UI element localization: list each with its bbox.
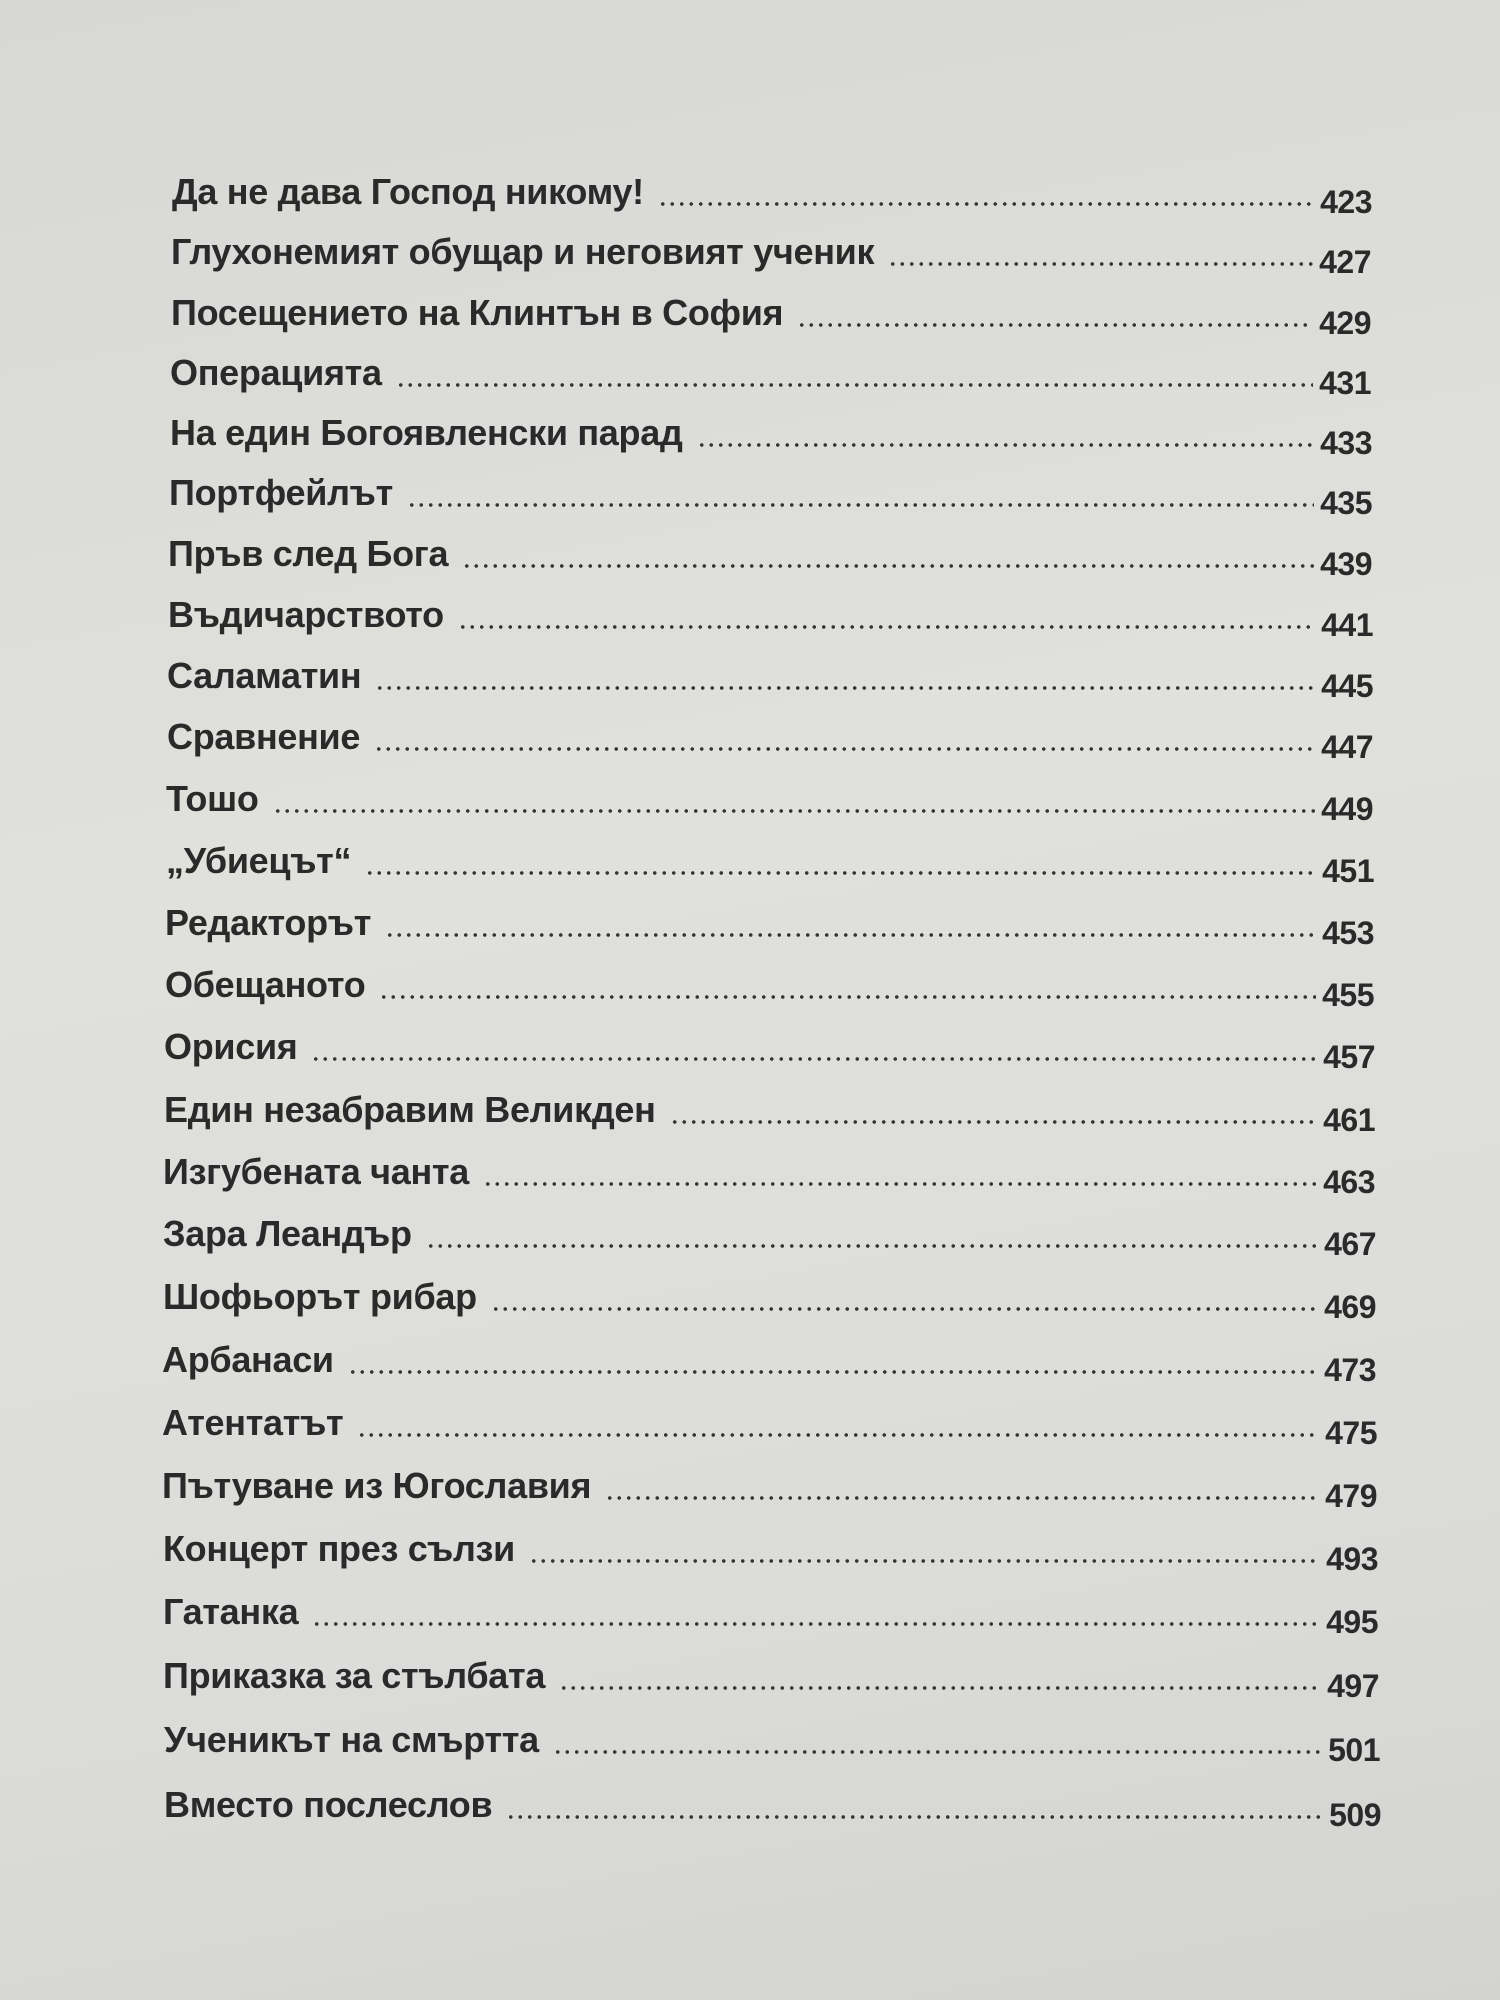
entry-title: Един незабравим Великден bbox=[164, 1089, 656, 1130]
dot-leader bbox=[697, 443, 1315, 447]
entry-page-number: 433 bbox=[1320, 425, 1372, 461]
entry-title: Вместо послеслов bbox=[164, 1784, 493, 1825]
entry-page-number: 509 bbox=[1329, 1797, 1381, 1833]
entry-page-number: 495 bbox=[1326, 1604, 1378, 1640]
toc-entry bbox=[164, 1775, 1381, 1833]
dot-leader bbox=[273, 809, 1316, 813]
dot-leader bbox=[385, 933, 1316, 937]
toc-entry bbox=[167, 646, 1373, 704]
entry-page-number: 431 bbox=[1319, 365, 1371, 401]
dot-leader bbox=[407, 503, 1314, 507]
entry-page-number: 457 bbox=[1323, 1039, 1375, 1075]
toc-entry bbox=[164, 1080, 1375, 1138]
entry-page-number: 469 bbox=[1324, 1289, 1376, 1325]
entry-page-number: 463 bbox=[1323, 1164, 1375, 1200]
entry-title: Гатанка bbox=[163, 1591, 299, 1632]
dot-leader bbox=[483, 1182, 1317, 1186]
entry-page-number: 439 bbox=[1320, 546, 1372, 582]
entry-page-number: 473 bbox=[1324, 1352, 1376, 1388]
dot-leader bbox=[348, 1370, 1318, 1374]
toc-entry bbox=[164, 1710, 1380, 1768]
dot-leader bbox=[888, 262, 1313, 266]
entry-page-number: 455 bbox=[1322, 977, 1374, 1013]
entry-page-number: 475 bbox=[1325, 1415, 1377, 1451]
toc-entry bbox=[163, 1582, 1378, 1640]
entry-page-number: 451 bbox=[1322, 853, 1374, 889]
dot-leader bbox=[529, 1559, 1320, 1563]
entry-page-number: 467 bbox=[1324, 1226, 1376, 1262]
entry-page-number: 441 bbox=[1321, 607, 1373, 643]
toc-entry bbox=[167, 707, 1373, 765]
entry-page-number: 501 bbox=[1328, 1732, 1380, 1768]
toc-entry bbox=[172, 162, 1372, 220]
entry-title: Глухонемият обущар и неговият ученик bbox=[171, 231, 875, 272]
entry-title: Въдичарството bbox=[168, 594, 444, 635]
entry-title: Операцията bbox=[170, 352, 382, 393]
entry-page-number: 453 bbox=[1322, 915, 1374, 951]
toc-entry bbox=[162, 1456, 1377, 1514]
entry-title: Пътуване из Югославия bbox=[162, 1465, 592, 1506]
dot-leader bbox=[365, 871, 1316, 875]
entry-title: Тошо bbox=[166, 778, 259, 819]
entry-title: Пръв след Бога bbox=[168, 533, 449, 574]
entry-page-number: 449 bbox=[1321, 791, 1373, 827]
dot-leader bbox=[311, 1057, 1317, 1061]
entry-title: Приказка за стълбата bbox=[163, 1655, 546, 1696]
toc-entry bbox=[163, 1142, 1375, 1200]
entry-page-number: 423 bbox=[1320, 184, 1372, 220]
dot-leader bbox=[458, 625, 1315, 629]
dot-leader bbox=[426, 1244, 1318, 1248]
entry-title: Сравнение bbox=[167, 716, 361, 757]
dot-leader bbox=[462, 564, 1314, 568]
dot-leader bbox=[605, 1496, 1319, 1500]
toc-entry bbox=[171, 283, 1371, 341]
entry-page-number: 493 bbox=[1326, 1541, 1378, 1577]
entry-page-number: 429 bbox=[1319, 305, 1371, 341]
dot-leader bbox=[670, 1120, 1318, 1124]
toc-entry bbox=[165, 893, 1374, 951]
dot-leader bbox=[559, 1686, 1321, 1690]
toc-entry bbox=[163, 1646, 1379, 1704]
entry-title: Изгубената чанта bbox=[163, 1151, 469, 1192]
toc-entry bbox=[171, 222, 1371, 280]
entry-title: Редакторът bbox=[165, 902, 372, 943]
dot-leader bbox=[312, 1622, 1320, 1626]
dot-leader bbox=[553, 1750, 1322, 1754]
toc-entry bbox=[166, 831, 1374, 889]
dot-leader bbox=[658, 202, 1314, 206]
dot-leader bbox=[396, 383, 1313, 387]
entry-title: Посещението на Клинтън в София bbox=[171, 292, 784, 333]
toc-entry bbox=[170, 403, 1372, 461]
entry-title: Зара Леандър bbox=[163, 1213, 412, 1254]
toc-entry bbox=[169, 463, 1372, 521]
dot-leader bbox=[375, 686, 1315, 690]
entry-page-number: 447 bbox=[1321, 729, 1373, 765]
toc-entry bbox=[170, 343, 1371, 401]
entry-page-number: 461 bbox=[1323, 1102, 1375, 1138]
entry-page-number: 479 bbox=[1325, 1478, 1377, 1514]
toc-entry bbox=[163, 1204, 1376, 1262]
entry-title: Саламатин bbox=[167, 655, 362, 696]
toc-entry bbox=[163, 1267, 1376, 1325]
dot-leader bbox=[797, 323, 1313, 327]
toc-entry bbox=[162, 1330, 1376, 1388]
entry-title: Ученикът на смъртта bbox=[164, 1719, 539, 1760]
toc-entry bbox=[165, 955, 1374, 1013]
entry-title: Атентатът bbox=[162, 1402, 344, 1443]
entry-page-number: 427 bbox=[1319, 244, 1371, 280]
toc-entry bbox=[163, 1519, 1378, 1577]
toc-entry bbox=[168, 524, 1372, 582]
dot-leader bbox=[506, 1815, 1323, 1819]
dot-leader bbox=[491, 1307, 1318, 1311]
entry-title: Шофьорът рибар bbox=[163, 1276, 477, 1317]
dot-leader bbox=[374, 747, 1315, 751]
entry-title: Орисия bbox=[164, 1026, 298, 1067]
entry-page-number: 497 bbox=[1327, 1668, 1379, 1704]
entry-title: Да не дава Господ никому! bbox=[172, 171, 644, 212]
entry-title: „Убиецът“ bbox=[166, 840, 352, 881]
toc-entry bbox=[162, 1393, 1377, 1451]
entry-page-number: 445 bbox=[1321, 668, 1373, 704]
entry-title: Концерт през сълзи bbox=[163, 1528, 515, 1569]
entry-page-number: 435 bbox=[1320, 485, 1372, 521]
dot-leader bbox=[379, 995, 1316, 999]
entry-title: На един Богоявленски парад bbox=[170, 412, 683, 453]
entry-title: Арбанаси bbox=[162, 1339, 334, 1380]
entry-title: Обещаното bbox=[165, 964, 366, 1005]
toc-entry bbox=[164, 1017, 1375, 1075]
toc-entry bbox=[166, 769, 1373, 827]
dot-leader bbox=[357, 1433, 1319, 1437]
entry-title: Портфейлът bbox=[169, 472, 393, 513]
toc-entry bbox=[168, 585, 1373, 643]
